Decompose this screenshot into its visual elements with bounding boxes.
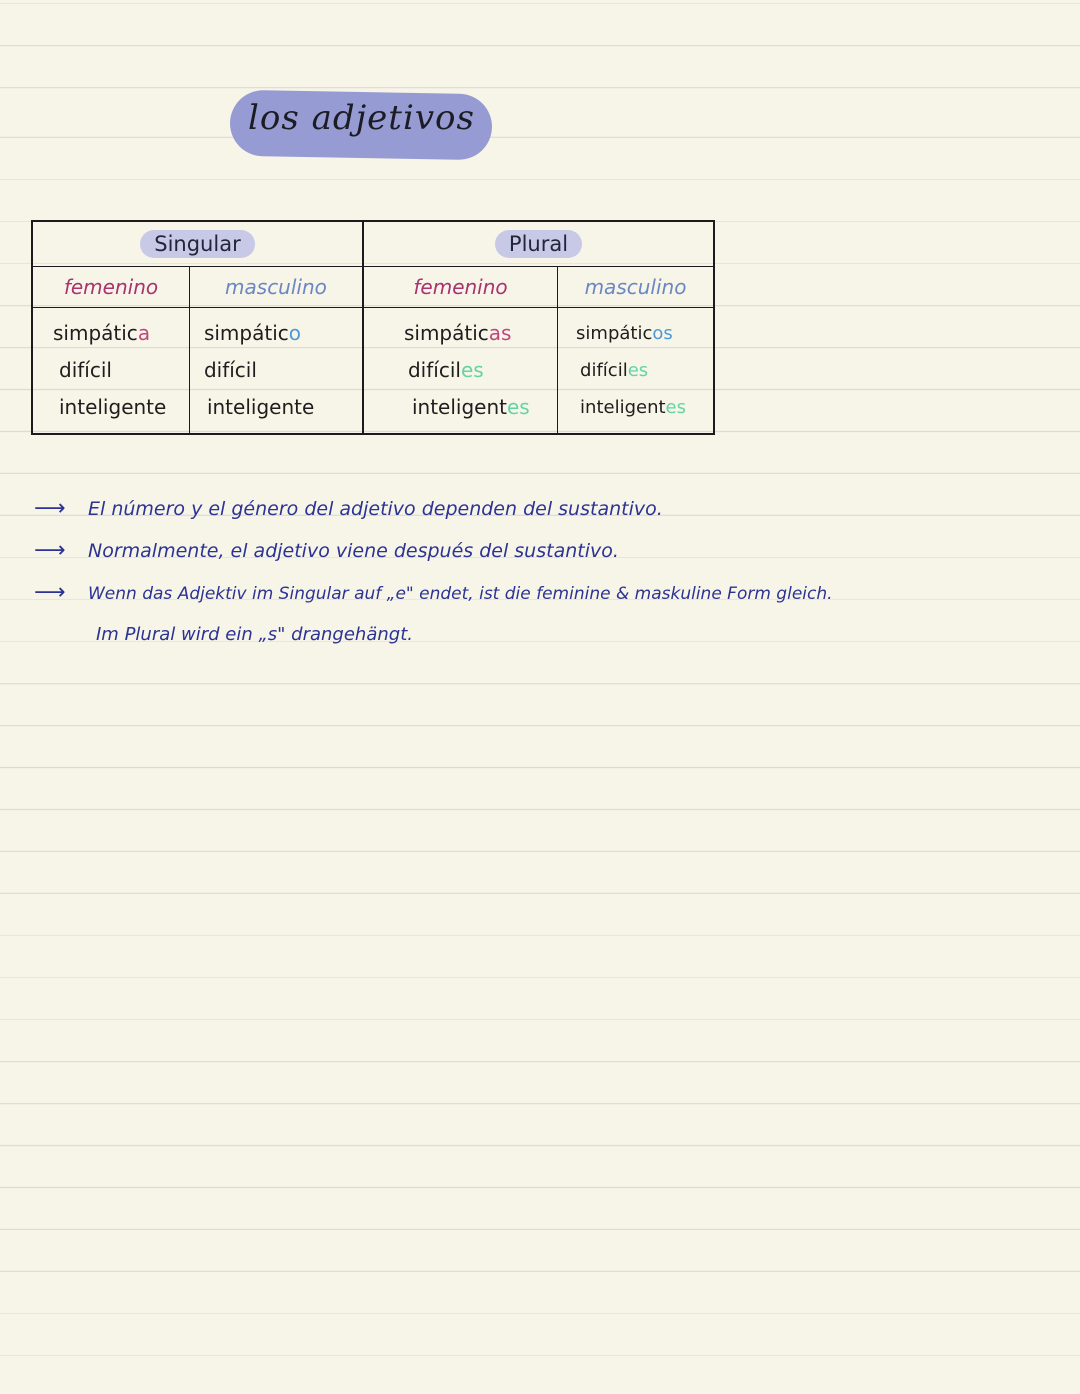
table-word: simpático (203, 321, 302, 345)
note-text: Normalmente, el adjetivo viene después del sustantivo. (88, 540, 619, 562)
note-text: El número y el género del adjetivo dependen del sustantivo. (88, 498, 663, 520)
plural-fem-column (363, 308, 558, 435)
page-title: los adjetivos (248, 98, 475, 138)
arrow-icon: ⟶ (34, 496, 66, 521)
note-continuation: Im Plural wird ein „s" drangehängt. (96, 624, 413, 645)
notes-section (34, 488, 1034, 656)
adjective-table (31, 220, 715, 435)
table-word: difícil (203, 358, 257, 382)
table-word: difíciles (407, 358, 484, 382)
gender-label-plural-masc: masculino (558, 267, 714, 308)
note-line (34, 488, 1034, 530)
table-word: inteligente (59, 395, 167, 419)
table-word: difícil (59, 358, 112, 382)
table-word: inteligente (206, 395, 315, 419)
gender-label-singular-masc: masculino (189, 267, 363, 308)
adjective-forms-row (32, 308, 714, 435)
gender-header-row (32, 267, 714, 308)
arrow-icon: ⟶ (34, 580, 66, 605)
singular-label: Singular (140, 230, 254, 258)
singular-masc-column (189, 308, 363, 435)
note-line (34, 572, 1034, 614)
plural-label: Plural (495, 230, 582, 258)
table-word: inteligentes (411, 395, 530, 419)
table-word: simpáticos (576, 323, 673, 344)
group-header-row (32, 221, 714, 267)
gender-label-plural-fem: femenino (363, 267, 558, 308)
plural-header-cell (363, 221, 714, 267)
table-word: inteligentes (580, 397, 686, 418)
arrow-icon: ⟶ (34, 538, 66, 563)
table-word: simpáticas (403, 321, 512, 345)
gender-label-singular-fem: femenino (32, 267, 189, 308)
plural-masc-column (558, 308, 714, 435)
table-word: simpática (53, 321, 151, 345)
singular-fem-column (32, 308, 189, 435)
singular-header-cell (32, 221, 363, 267)
table-word: difíciles (580, 360, 649, 381)
note-line (34, 530, 1034, 572)
note-text: Wenn das Adjektiv im Singular auf „e" endet, ist die feminine & maskuline Form gleich. (88, 584, 833, 604)
